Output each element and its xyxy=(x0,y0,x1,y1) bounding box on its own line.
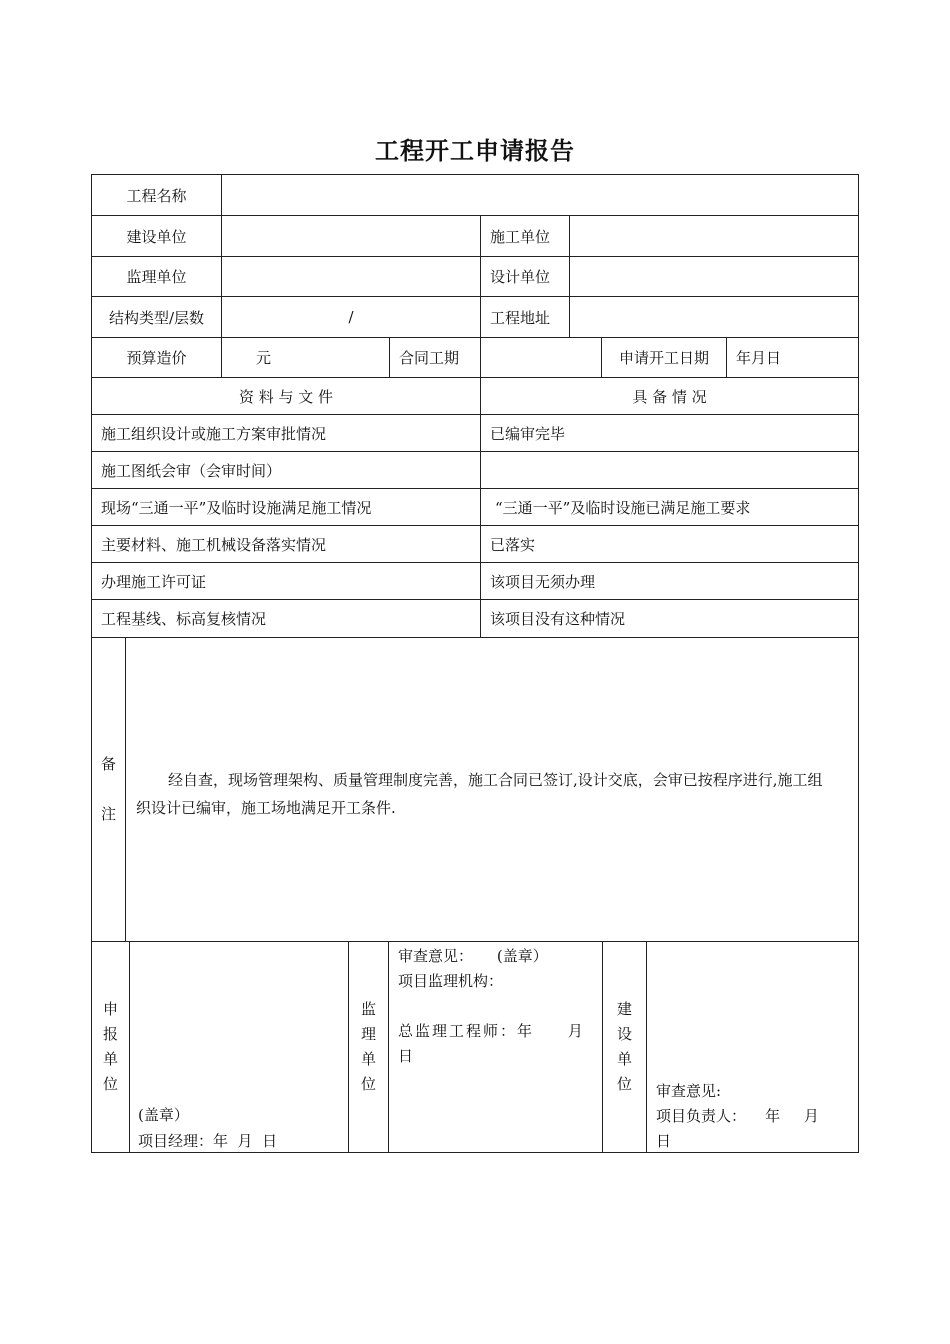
checklist-status[interactable]: 已编审完毕 xyxy=(480,414,859,452)
supervision-unit-field[interactable] xyxy=(221,256,481,297)
applicant-seal: (盖章） xyxy=(138,1106,189,1124)
checklist-status[interactable]: 该项目没有这种情况 xyxy=(480,599,859,638)
supervisor-org: 项目监理机构： xyxy=(398,972,504,990)
checklist-status[interactable]: “三通一平”及临时设施已满足施工要求 xyxy=(480,488,859,526)
supervisor-unit-label: 监 理 单 位 xyxy=(348,941,389,1153)
checklist-item: 工程基线、标高复核情况 xyxy=(91,599,481,638)
owner-opinion: 审查意见: xyxy=(656,1082,722,1100)
applicant-manager: 项目经理：年 月 日 xyxy=(138,1132,278,1150)
checklist-item: 施工组织设计或施工方案审批情况 xyxy=(91,414,481,452)
contract-period-label: 合同工期 xyxy=(389,337,481,378)
project-name-label: 工程名称 xyxy=(91,174,222,216)
address-field[interactable] xyxy=(569,296,859,338)
remarks-label: 备 注 xyxy=(91,637,126,942)
remarks-text: 经自查，现场管理架构、质量管理制度完善，施工合同已签订,设计交底，会审已按程序进行,施工组织设计已编审，施工场地满足开工条件. xyxy=(136,771,823,817)
owner-day: 日 xyxy=(656,1132,672,1150)
checklist-status[interactable]: 该项目无须办理 xyxy=(480,562,859,600)
supervisor-opinion: 审查意见： (盖章） xyxy=(398,947,548,965)
checklist-item: 主要材料、施工机械设备落实情况 xyxy=(91,525,481,563)
supervision-unit-label: 监理单位 xyxy=(91,256,222,297)
applicant-unit-label: 申 报 单 位 xyxy=(91,941,130,1153)
construction-unit-field[interactable] xyxy=(221,215,481,257)
design-unit-field[interactable] xyxy=(569,256,859,297)
page-title: 工程开工申请报告 xyxy=(375,137,575,165)
budget-field[interactable]: 元 xyxy=(221,337,390,378)
project-name-field[interactable] xyxy=(221,174,859,216)
docs-column-header: 资 料 与 文 件 xyxy=(91,377,481,415)
start-date-label: 申请开工日期 xyxy=(601,337,727,378)
checklist-item: 现场“三通一平”及临时设施满足施工情况 xyxy=(91,488,481,526)
start-date-field[interactable]: 年月日 xyxy=(726,337,859,378)
supervisor-engineer: 总监理工程师：年 月 xyxy=(398,1022,585,1040)
structure-label: 结构类型/层数 xyxy=(91,296,222,338)
checklist-item: 办理施工许可证 xyxy=(91,562,481,600)
address-label: 工程地址 xyxy=(480,296,570,338)
owner-unit-label: 建 设 单 位 xyxy=(602,941,647,1153)
contractor-unit-label: 施工单位 xyxy=(480,215,570,257)
structure-field[interactable]: / xyxy=(221,296,481,338)
status-column-header: 具 备 情 况 xyxy=(480,377,859,415)
contract-period-field[interactable] xyxy=(480,337,602,378)
construction-unit-label: 建设单位 xyxy=(91,215,222,257)
checklist-status[interactable] xyxy=(480,451,859,489)
budget-label: 预算造价 xyxy=(91,337,222,378)
checklist-item: 施工图纸会审（会审时间） xyxy=(91,451,481,489)
owner-manager: 项目负责人： 年 月 xyxy=(656,1107,819,1125)
supervisor-day: 日 xyxy=(398,1047,414,1065)
contractor-unit-field[interactable] xyxy=(569,215,859,257)
checklist-status[interactable]: 已落实 xyxy=(480,525,859,563)
design-unit-label: 设计单位 xyxy=(480,256,570,297)
